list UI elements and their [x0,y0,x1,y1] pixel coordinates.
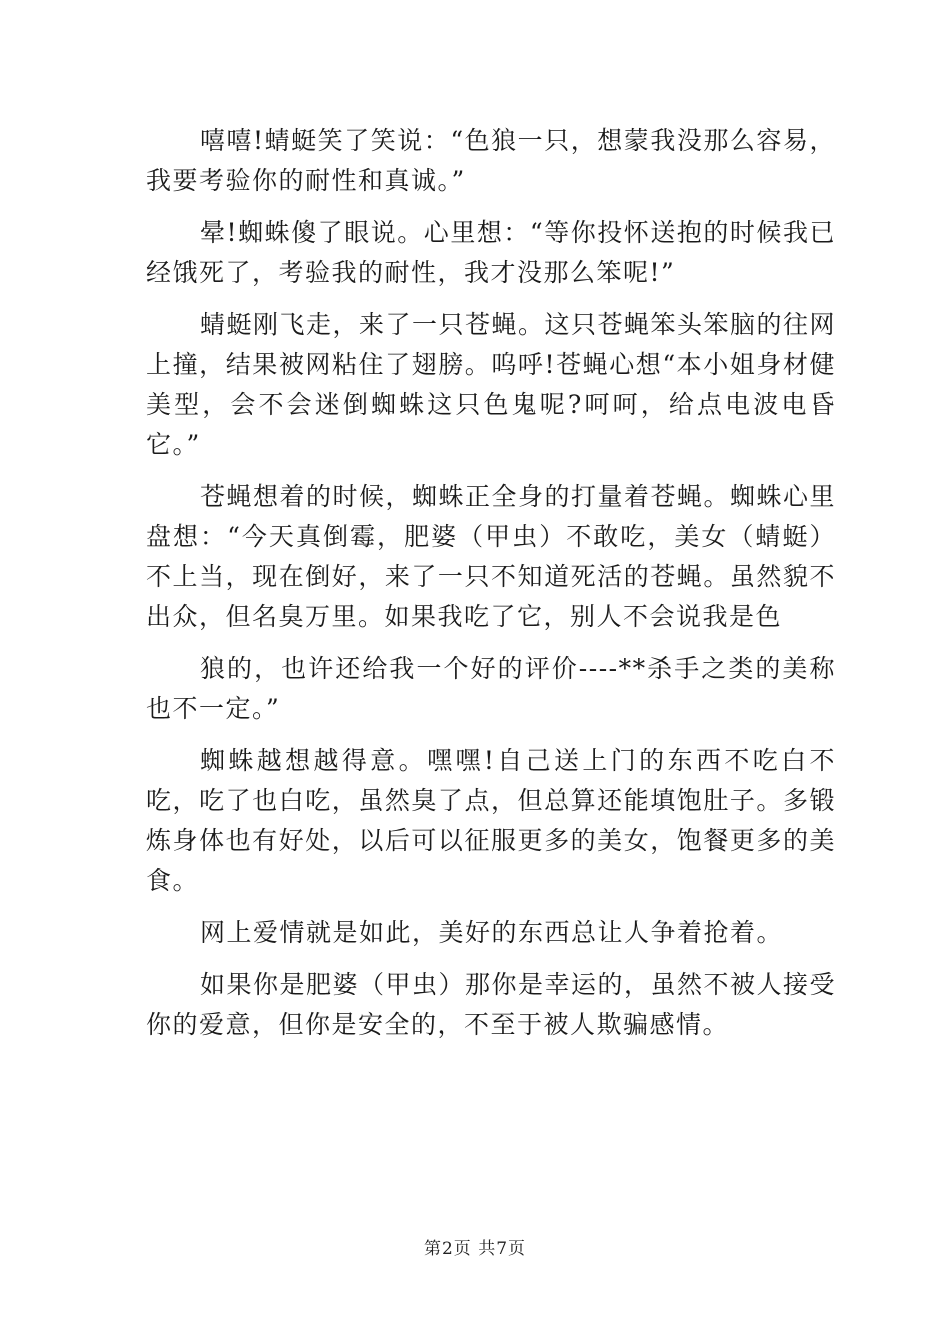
page-number-footer: 第2页 共7页 [423,1239,527,1259]
paragraph: 狼的，也许还给我一个好的评价----**杀手之类的美称也不一定。” [146,654,836,723]
paragraph: 苍蝇想着的时候，蜘蛛正全身的打量着苍蝇。蜘蛛心里盘想：“今天真倒霉，肥婆（甲虫）不敢吃，美女（蜻蜓）不上当，现在倒好，来了一只不知道死活的苍蝇。虽然貌不出众，但名臭万里。如果我吃了它，别人不会说我是色 [146,482,837,631]
paragraph: 网上爱情就是如此，美好的东西总让人争着抢着。 [200,918,784,947]
paragraph: 如果你是肥婆（甲虫）那你是幸运的，虽然不被人接受你的爱意，但你是安全的，不至于被人欺骗感情。 [146,970,837,1039]
paragraph: 晕!蜘蛛傻了眼说。心里想：“等你投怀送抱的时候我已经饿死了，考验我的耐性，我才没那么笨呢!” [146,218,836,287]
paragraph: 蜘蛛越想越得意。嘿嘿!自己送上门的东西不吃白不吃，吃了也白吃，虽然臭了点，但总算还能填饱肚子。多锻炼身体也有好处，以后可以征服更多的美女，饱餐更多的美食。 [146,746,836,895]
paragraph: 蜻蜓刚飞走，来了一只苍蝇。这只苍蝇笨头笨脑的往网上撞，结果被网粘住了翅膀。呜呼!苍蝇心想“本小姐身材健美型，会不会迷倒蜘蛛这只色鬼呢?呵呵，给点电波电昏它。” [146,310,837,459]
paragraph: 嘻嘻!蜻蜓笑了笑说：“色狼一只，想蒙我没那么容易，我要考验你的耐性和真诚。” [146,126,836,195]
document-body [146,121,836,1045]
